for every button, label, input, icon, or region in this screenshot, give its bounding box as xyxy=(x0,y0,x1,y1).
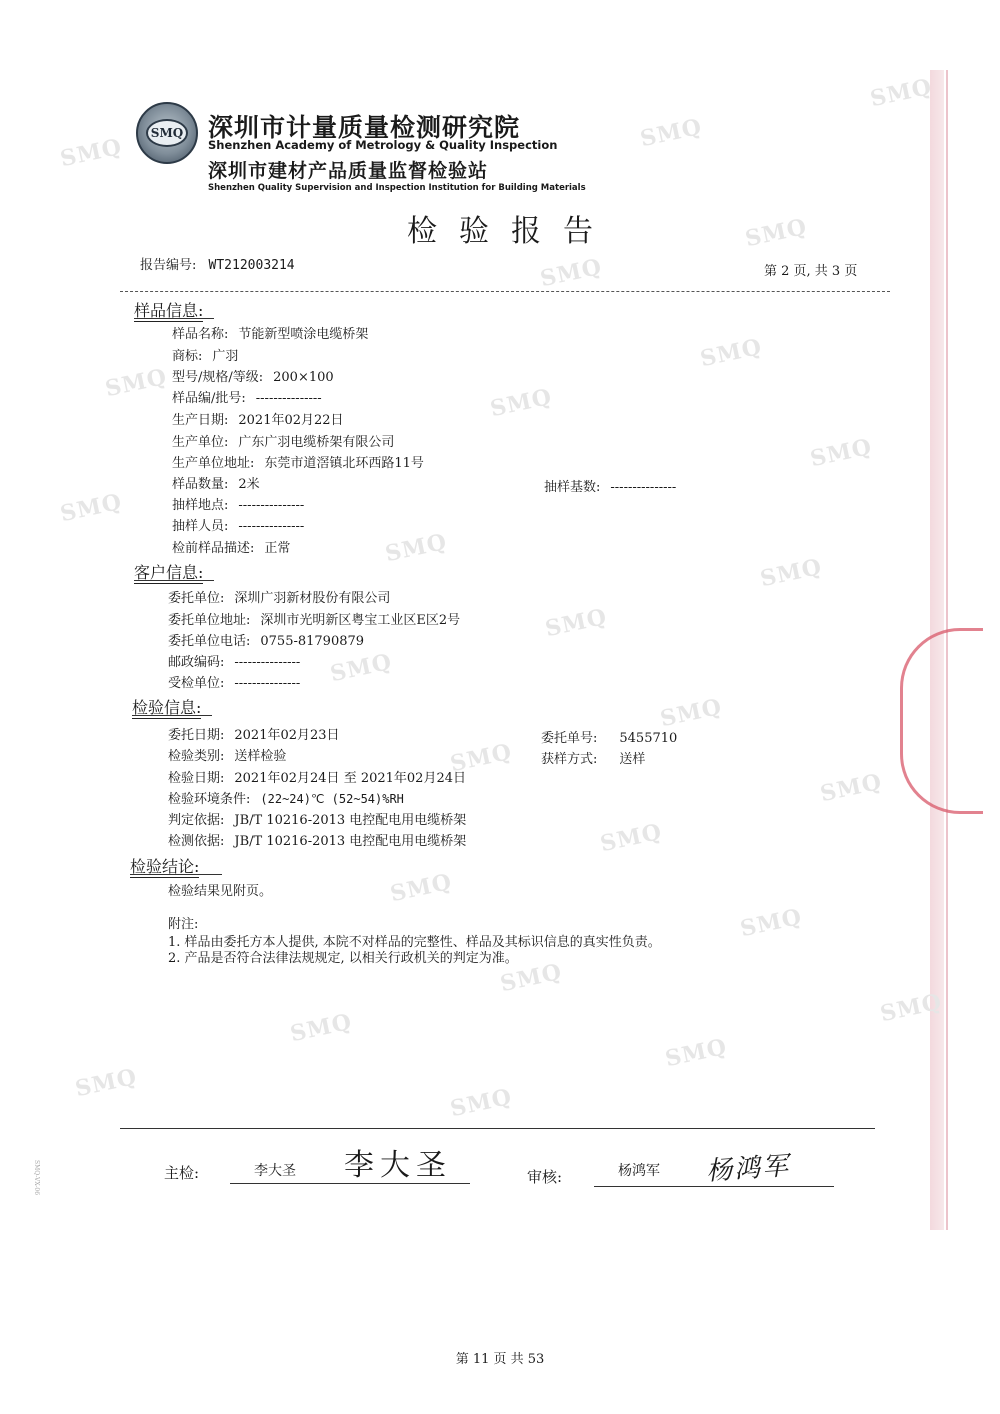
field-label: 生产单位地址: xyxy=(172,456,255,471)
field-value: --------------- xyxy=(234,676,301,691)
report-number-value: WT212003214 xyxy=(208,258,295,273)
reviewer-name: 杨鸿军 xyxy=(618,1163,660,1179)
field-sample-description xyxy=(172,537,290,556)
section-underline xyxy=(134,318,214,319)
field-value: 送样 xyxy=(619,752,646,767)
field-label: 生产日期: xyxy=(172,413,229,428)
field-label: 检测依据: xyxy=(168,834,225,849)
field-model-spec xyxy=(172,366,334,385)
field-label: 判定依据: xyxy=(168,813,225,828)
signature-divider xyxy=(120,1128,875,1129)
field-inspection-date xyxy=(168,767,466,786)
field-inspection-type xyxy=(168,745,286,764)
station-name-en: Shenzhen Quality Supervision and Inspection Institution for Building Materials xyxy=(208,183,586,193)
field-label: 委托单位: xyxy=(168,591,225,606)
field-value: 节能新型喷涂电缆桥架 xyxy=(238,327,369,342)
watermark: SMQ xyxy=(542,603,610,643)
watermark: SMQ xyxy=(817,768,885,808)
section-heading-sample-text: 样品信息: xyxy=(134,301,204,320)
watermark: SMQ xyxy=(867,73,935,113)
watermark: SMQ xyxy=(807,433,875,473)
watermark: SMQ xyxy=(72,1063,140,1103)
field-value: --------------- xyxy=(238,498,305,513)
report-title: 检验报告 xyxy=(407,214,615,249)
watermark: SMQ xyxy=(487,383,555,423)
red-seal-fragment xyxy=(900,628,983,814)
field-value: 200×100 xyxy=(273,370,334,385)
field-value: 深圳市光明新区粤宝工业区E区2号 xyxy=(260,613,461,628)
field-sampling-base xyxy=(544,476,676,495)
field-label: 检验类别: xyxy=(168,749,225,764)
field-label: 邮政编码: xyxy=(168,655,225,670)
institute-name-en: Shenzhen Academy of Metrology & Quality Inspection xyxy=(208,138,558,152)
field-value: (22~24)℃ (52~54)%RH xyxy=(260,792,404,806)
field-environment xyxy=(168,788,404,807)
smq-logo-text: SMQ xyxy=(146,119,188,147)
watermark: SMQ xyxy=(637,113,705,153)
section-underline xyxy=(132,715,212,716)
chief-inspector-label: 主检: xyxy=(164,1164,200,1182)
page-info: 第 2 页, 共 3 页 xyxy=(764,264,858,279)
field-sampling-location xyxy=(172,494,304,513)
section-heading-client-text: 客户信息: xyxy=(134,563,204,582)
field-label: 样品编/批号: xyxy=(172,391,246,406)
field-brand xyxy=(172,345,238,364)
field-inspected-unit xyxy=(168,672,300,691)
watermark: SMQ xyxy=(327,648,395,688)
reviewer-label: 审核: xyxy=(527,1168,563,1186)
institute-name-cn: 深圳市计量质量检测研究院 xyxy=(208,113,521,142)
watermark: SMQ xyxy=(662,1033,730,1073)
watermark: SMQ xyxy=(497,958,565,998)
signature-underline xyxy=(594,1186,834,1187)
field-value: --------------- xyxy=(238,519,305,534)
watermark: SMQ xyxy=(537,253,605,293)
section-underline xyxy=(134,580,214,581)
notes-title: 附注: xyxy=(168,917,199,932)
field-value: 2021年02月22日 xyxy=(238,413,344,428)
field-label: 样品名称: xyxy=(172,327,229,342)
field-value: 广羽 xyxy=(212,349,239,364)
field-sampling-method xyxy=(541,748,645,767)
field-manufacturer-address xyxy=(172,452,424,471)
report-number-label: 报告编号: xyxy=(140,258,197,273)
field-label: 商标: xyxy=(172,349,203,364)
field-value: 5455710 xyxy=(619,731,678,746)
watermark: SMQ xyxy=(287,1008,355,1048)
watermark: SMQ xyxy=(382,528,450,568)
field-value: 2021年02月24日 至 2021年02月24日 xyxy=(234,771,466,786)
field-sampling-staff xyxy=(172,515,304,534)
field-value: 深圳广羽新材股份有限公司 xyxy=(234,591,391,606)
field-label: 委托单位电话: xyxy=(168,634,251,649)
field-value: 正常 xyxy=(264,541,291,556)
chief-inspector-name: 李大圣 xyxy=(254,1163,296,1179)
field-value: 东莞市道滘镇北环西路11号 xyxy=(264,456,424,471)
field-label: 委托单号: xyxy=(541,731,598,746)
watermark: SMQ xyxy=(697,333,765,373)
field-label: 样品数量: xyxy=(172,477,229,492)
watermark: SMQ xyxy=(57,133,125,173)
field-label: 委托日期: xyxy=(168,728,225,743)
field-order-number xyxy=(541,727,677,746)
watermark: SMQ xyxy=(57,488,125,528)
note-item: 1. 样品由委托方本人提供, 本院不对样品的完整性、样品及其标识信息的真实性负责。 xyxy=(168,935,661,950)
field-value: JB/T 10216-2013 电控配电用电缆桥架 xyxy=(234,813,467,828)
field-label: 检验环境条件: xyxy=(168,792,251,807)
field-client-phone xyxy=(168,630,364,649)
watermark: SMQ xyxy=(742,213,810,253)
watermark: SMQ xyxy=(597,818,665,858)
report-number xyxy=(140,254,295,273)
field-manufacturer xyxy=(172,431,394,450)
field-value: JB/T 10216-2013 电控配电用电缆桥架 xyxy=(234,834,467,849)
watermark: SMQ xyxy=(387,868,455,908)
field-commission-date xyxy=(168,724,340,743)
watermark: SMQ xyxy=(447,1083,515,1123)
field-label: 抽样人员: xyxy=(172,519,229,534)
field-value: --------------- xyxy=(610,480,677,495)
header-divider xyxy=(120,291,890,292)
section-heading-inspection-text: 检验信息: xyxy=(132,698,202,717)
field-client-address xyxy=(168,609,460,628)
conclusion-text: 检验结果见附页。 xyxy=(168,884,273,899)
field-value: --------------- xyxy=(234,655,301,670)
field-label: 抽样地点: xyxy=(172,498,229,513)
field-label: 委托单位地址: xyxy=(168,613,251,628)
watermark: SMQ xyxy=(757,553,825,593)
field-test-basis xyxy=(168,830,466,849)
field-label: 型号/规格/等级: xyxy=(172,370,264,385)
field-sample-quantity xyxy=(172,473,260,492)
watermark: SMQ xyxy=(447,738,515,778)
field-postal-code xyxy=(168,651,300,670)
station-name-cn: 深圳市建材产品质量监督检验站 xyxy=(208,160,489,182)
reviewer-signature: 杨鸿军 xyxy=(705,1151,792,1187)
field-value: 广东广羽电缆桥架有限公司 xyxy=(238,435,395,450)
field-value: 送样检验 xyxy=(234,749,287,764)
field-value: 2021年02月23日 xyxy=(234,728,340,743)
field-label: 检前样品描述: xyxy=(172,541,255,556)
watermark: SMQ xyxy=(737,903,805,943)
field-batch-no xyxy=(172,387,322,406)
field-label: 受检单位: xyxy=(168,676,225,691)
field-judgement-basis xyxy=(168,809,466,828)
field-label: 检验日期: xyxy=(168,771,225,786)
field-value: --------------- xyxy=(255,391,322,406)
watermark: SMQ xyxy=(102,363,170,403)
field-value: 2米 xyxy=(238,477,260,492)
field-production-date xyxy=(172,409,344,428)
field-client-unit xyxy=(168,587,390,606)
form-code-mark: SMQ-VX-06 xyxy=(33,1160,40,1196)
note-item: 2. 产品是否符合法律法规规定, 以相关行政机关的判定为准。 xyxy=(168,951,518,966)
field-label: 生产单位: xyxy=(172,435,229,450)
section-heading-conclusion-text: 检验结论: xyxy=(130,857,200,876)
watermark: SMQ xyxy=(877,988,945,1028)
signature-underline xyxy=(230,1183,470,1184)
page-footer: 第 11 页 共 53 xyxy=(455,1352,545,1367)
field-label: 抽样基数: xyxy=(544,480,601,495)
chief-inspector-signature: 李大圣 xyxy=(344,1148,452,1183)
field-value: 0755-81790879 xyxy=(260,634,365,649)
watermark: SMQ xyxy=(657,693,725,733)
field-label: 获样方式: xyxy=(541,752,598,767)
field-sample-name xyxy=(172,323,368,342)
section-underline xyxy=(130,874,222,875)
